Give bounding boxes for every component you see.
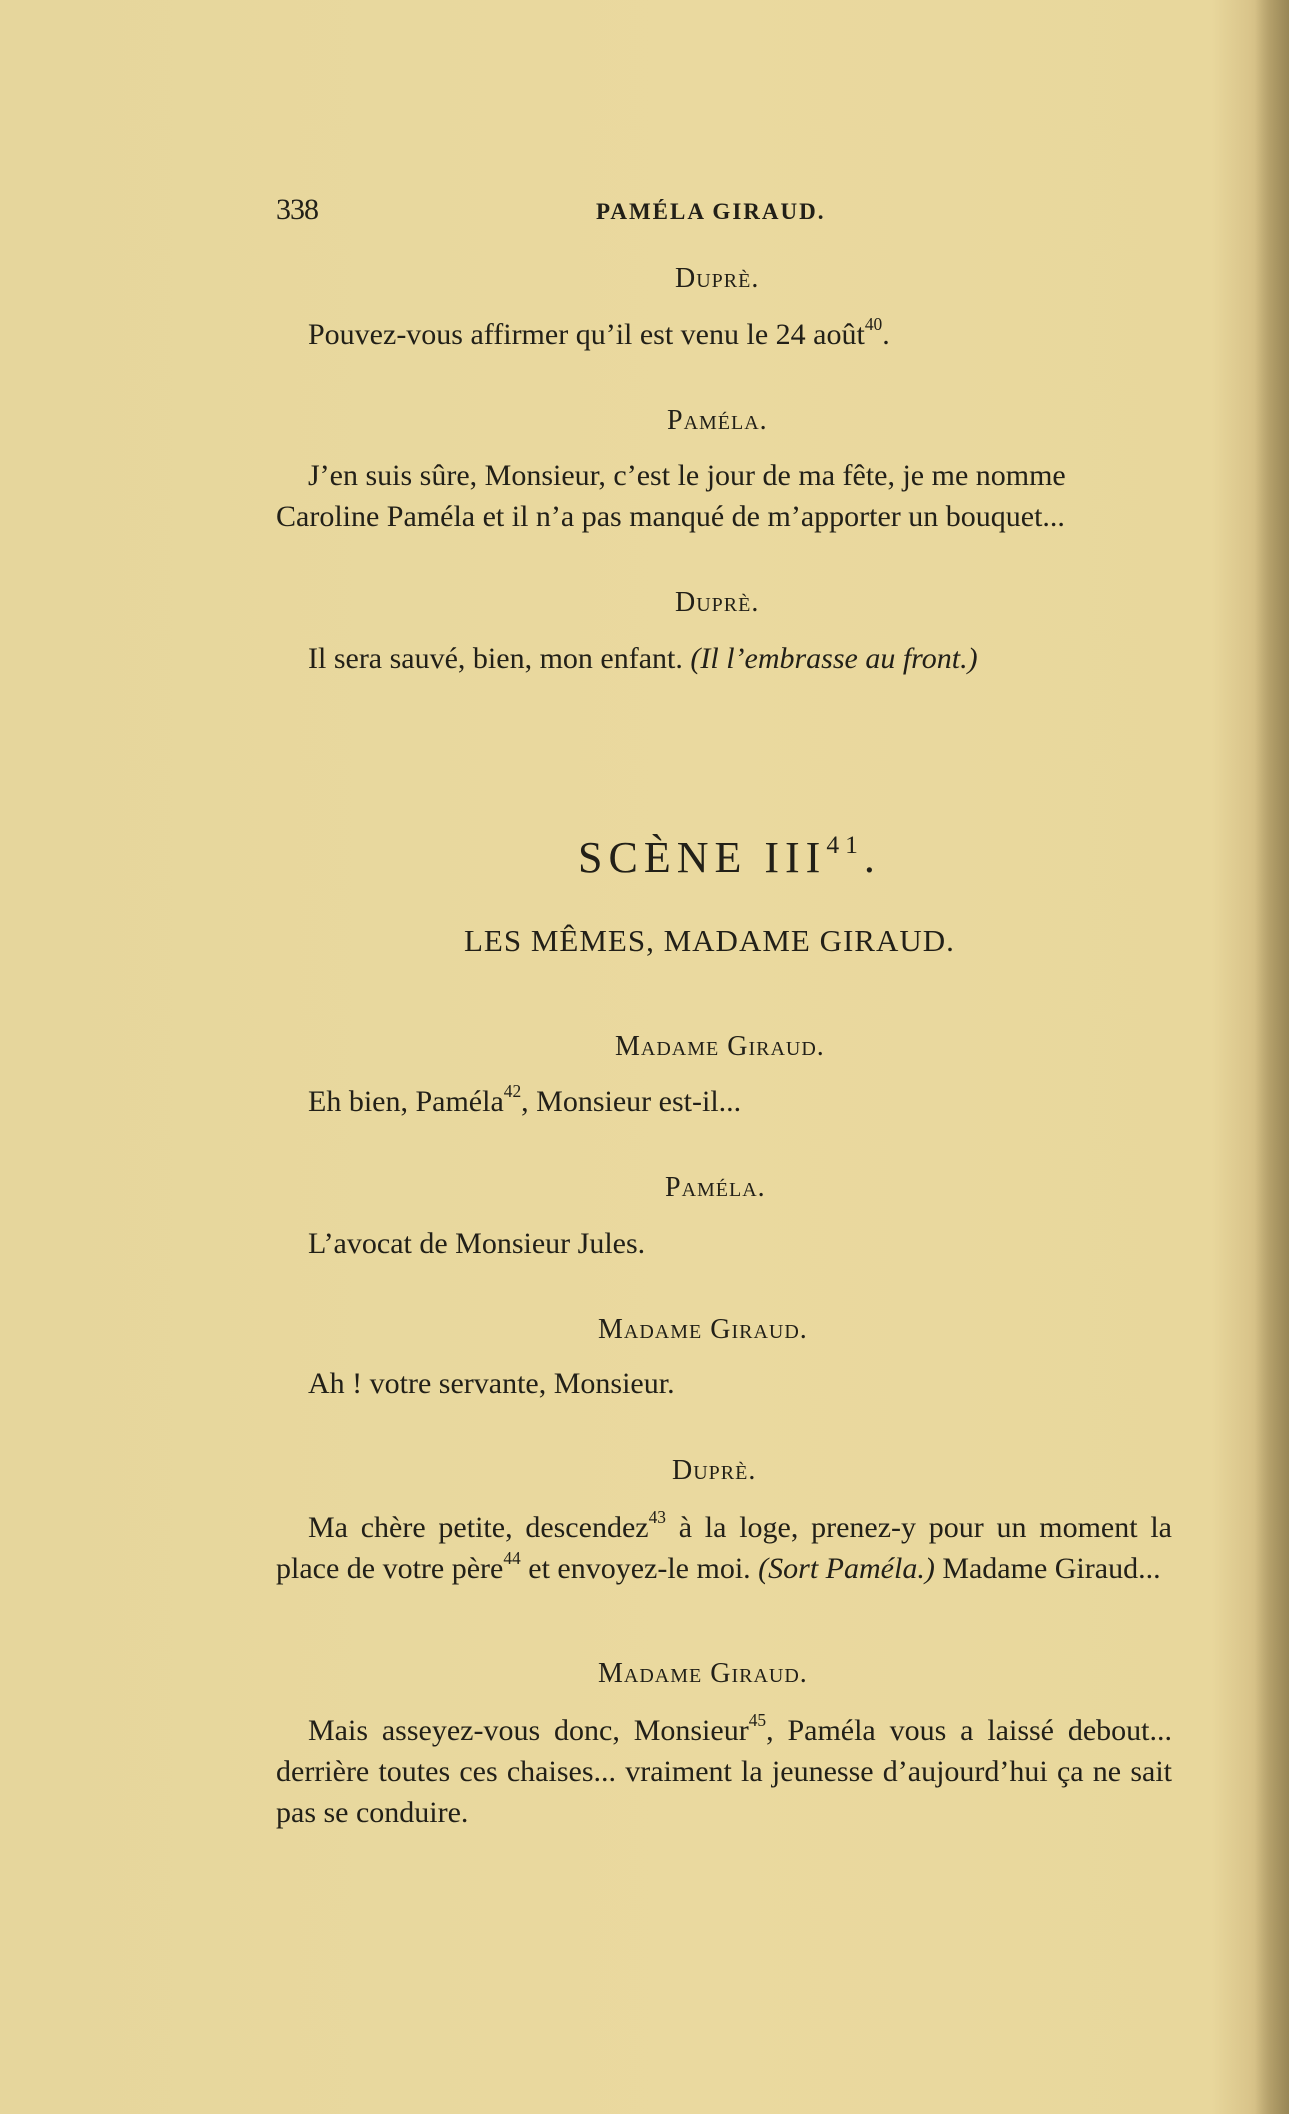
speech-paragraph: Mais asseyez-vous donc, Monsieur$^{45}$, Paméla vous a laissé debout... derrière toutes ces chaises... vraiment la jeunesse d’aujourd’hui ça ne sait pas se conduire. [276,1710,1172,1829]
footnote-ref: 44 [503,1548,521,1569]
speaker-dupre-3: Duprè. [672,1455,757,1486]
scene-cast: LES MÊMES, MADAME GIRAUD. [464,923,955,958]
speech-line: Eh bien, Paméla$^{42}$, Monsieur est-il... [308,1081,742,1118]
footnote-ref: 43 [648,1507,666,1528]
speech-line: Caroline Paméla et il n’a pas manqué de m’apporter un bouquet... [276,500,1065,533]
speaker-dupre-2: Duprè. [675,587,760,618]
stage-direction: (Sort Paméla.) [758,1552,935,1585]
speaker-madame-giraud-3: Madame Giraud. [598,1658,808,1689]
page-number: 338 [276,193,318,226]
speaker-madame-giraud-1: Madame Giraud. [615,1031,825,1062]
page-edge-shadow [1255,0,1289,2114]
speech-line: L’avocat de Monsieur Jules. [308,1227,646,1260]
speech-line: Il sera sauvé, bien, mon enfant. (Il l’embrasse au front.) [308,642,978,675]
footnote-ref: 40 [864,314,883,335]
speaker-dupre-1: Duprè. [675,263,760,294]
running-title: PAMÉLA GIRAUD. [596,199,826,224]
speech-line: Pouvez-vous affirmer qu’il est venu le 24 août$^{40}$. [308,314,890,351]
scene-title: SCÈNE III$^{41}$. [578,829,881,882]
footnote-ref: 42 [503,1081,522,1102]
speech-line: Ah ! votre servante, Monsieur. [308,1367,675,1400]
speaker-madame-giraud-2: Madame Giraud. [598,1314,808,1345]
speaker-pamela-1: Paméla. [667,405,768,436]
speech-paragraph: Ma chère petite, descendez$^{43}$ à la loge, prenez-y pour un moment la place de votre père$^{44}$ et envoyez-le moi. (Sort Paméla.) Madame Giraud... [276,1507,1172,1585]
footnote-ref: 45 [748,1710,767,1731]
stage-direction: (Il l’embrasse au front.) [690,642,978,675]
speech-line: J’en suis sûre, Monsieur, c’est le jour de ma fête, je me nomme [308,459,1066,492]
footnote-ref: 41 [826,829,864,859]
speaker-pamela-2: Paméla. [665,1172,766,1203]
